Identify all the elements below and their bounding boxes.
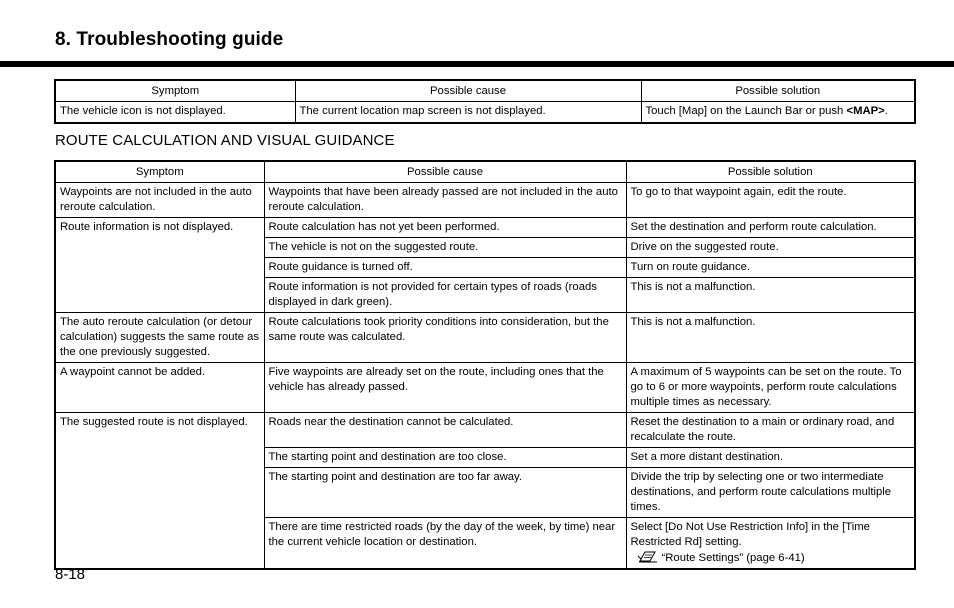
cause-cell: Waypoints that have been already passed are not included in the auto reroute calculation.	[264, 183, 626, 218]
cause-cell: Five waypoints are already set on the route, including ones that the vehicle has already passed.	[264, 363, 626, 413]
solution-cell	[626, 278, 915, 313]
cause-cell: The vehicle is not on the suggested route.	[264, 238, 626, 258]
page-number: 8-18	[55, 566, 86, 583]
table-row	[55, 183, 915, 218]
solution-cell	[626, 448, 915, 468]
cause-cell: Route guidance is turned off.	[264, 258, 626, 278]
solution-text: This is not a malfunction.	[630, 281, 756, 293]
page-reference	[631, 550, 911, 566]
solution-text: A maximum of 5 waypoints can be set on the route. To go to 6 or more waypoints, perform route calculations multiple times as necessary.	[630, 366, 902, 408]
map-key-label: <MAP>	[846, 105, 885, 117]
solution-text: Set the destination and perform route calculation.	[630, 221, 877, 233]
solution-suffix: .	[884, 105, 888, 117]
cause-cell: The starting point and destination are too close.	[264, 448, 626, 468]
symptom-cell: The auto reroute calculation (or detour calculation) suggests the same route as the one previously suggested.	[55, 313, 264, 363]
table-body	[55, 183, 915, 570]
solution-cell	[626, 183, 915, 218]
reference-text: “Route Settings” (page 6-41)	[661, 552, 805, 564]
solution-text: Reset the destination to a main or ordinary road, and recalculate the route.	[630, 416, 895, 443]
solution-cell	[626, 258, 915, 278]
cause-cell: The current location map screen is not displayed.	[295, 102, 641, 124]
cause-cell: There are time restricted roads (by the day of the week, by time) near the current vehicle location or destination.	[264, 518, 626, 570]
column-header-solution: Possible solution	[626, 161, 915, 183]
solution-text: This is not a malfunction.	[630, 316, 756, 328]
table-header-row	[55, 161, 915, 183]
column-header-cause: Possible cause	[295, 80, 641, 102]
solution-cell	[626, 313, 915, 363]
solution-text: Touch [Map] on the Launch Bar or push	[645, 105, 847, 117]
symptom-cell: Waypoints are not included in the auto reroute calculation.	[55, 183, 264, 218]
table-header-row	[55, 80, 915, 102]
page-title: 8. Troubleshooting guide	[55, 29, 284, 50]
column-header-solution: Possible solution	[641, 80, 915, 102]
solution-cell	[626, 363, 915, 413]
solution-cell	[626, 238, 915, 258]
solution-text: Set a more distant destination.	[630, 451, 784, 463]
cause-cell: The starting point and destination are too far away.	[264, 468, 626, 518]
table-row	[55, 413, 915, 448]
book-reference-icon	[637, 550, 659, 563]
solution-cell	[626, 218, 915, 238]
table-row	[55, 218, 915, 238]
troubleshooting-table-route-guidance	[54, 160, 916, 570]
solution-cell	[626, 468, 915, 518]
solution-text: Divide the trip by selecting one or two intermediate destinations, and perform route calculations multiple times.	[630, 471, 892, 513]
troubleshooting-table-vehicle-icon	[54, 79, 916, 124]
title-divider	[0, 61, 954, 67]
cause-cell: Route calculations took priority conditions into consideration, but the same route was calculated.	[264, 313, 626, 363]
section-heading: ROUTE CALCULATION AND VISUAL GUIDANCE	[55, 132, 395, 149]
symptom-cell: The suggested route is not displayed.	[55, 413, 264, 570]
table-row	[55, 313, 915, 363]
cause-cell: Roads near the destination cannot be calculated.	[264, 413, 626, 448]
cause-cell: Route information is not provided for certain types of roads (roads displayed in dark green).	[264, 278, 626, 313]
solution-cell	[641, 102, 915, 124]
column-header-symptom: Symptom	[55, 161, 264, 183]
solution-text: To go to that waypoint again, edit the route.	[630, 186, 847, 198]
column-header-cause: Possible cause	[264, 161, 626, 183]
solution-text: Select [Do Not Use Restriction Info] in the [Time Restricted Rd] setting.	[630, 521, 870, 548]
cause-cell: Route calculation has not yet been performed.	[264, 218, 626, 238]
solution-cell	[626, 413, 915, 448]
column-header-symptom: Symptom	[55, 80, 295, 102]
symptom-cell: Route information is not displayed.	[55, 218, 264, 313]
solution-text: Drive on the suggested route.	[630, 241, 779, 253]
symptom-cell: The vehicle icon is not displayed.	[55, 102, 295, 124]
table-row	[55, 363, 915, 413]
solution-text: Turn on route guidance.	[630, 261, 751, 273]
symptom-cell: A waypoint cannot be added.	[55, 363, 264, 413]
table-row	[55, 102, 915, 124]
solution-cell	[626, 518, 915, 570]
